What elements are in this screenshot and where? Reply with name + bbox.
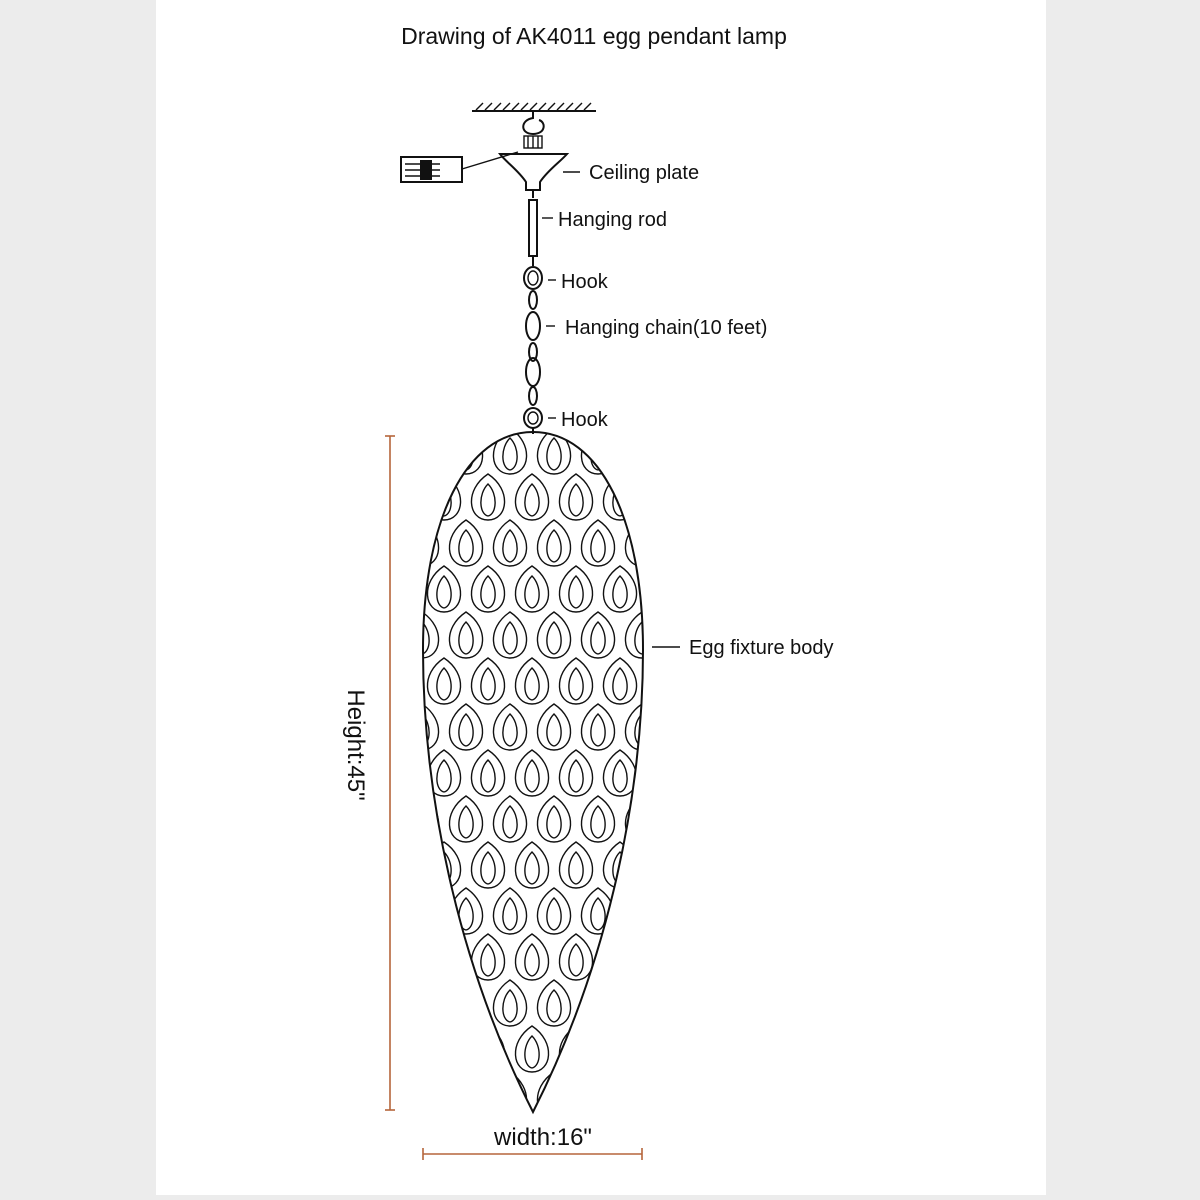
lattice-cell xyxy=(647,658,680,704)
lattice-cell xyxy=(405,1072,438,1118)
lattice-cell xyxy=(559,750,592,796)
height-dimension-line xyxy=(385,436,395,1110)
ceiling-hatch xyxy=(472,103,596,111)
lattice-petal xyxy=(613,760,627,792)
lattice-cell xyxy=(559,1026,592,1072)
lattice-cell xyxy=(383,658,416,704)
lattice-cell xyxy=(603,934,636,980)
lattice-cell xyxy=(537,980,570,1026)
lattice-cell xyxy=(427,566,460,612)
lattice-cell xyxy=(515,934,548,980)
lattice-petal xyxy=(415,898,429,930)
lattice-petal xyxy=(679,990,693,1022)
lattice-petal xyxy=(437,576,451,608)
lattice-petal xyxy=(613,852,627,884)
lattice-cell xyxy=(603,1026,636,1072)
lattice-petal xyxy=(635,990,649,1022)
hatch-stroke xyxy=(494,103,501,110)
lattice-petal xyxy=(591,1082,605,1114)
lattice-cell xyxy=(625,980,658,1026)
lattice-petal xyxy=(635,438,649,470)
lattice-cell xyxy=(493,796,526,842)
hatch-stroke xyxy=(512,103,519,110)
lattice-cell xyxy=(603,658,636,704)
lattice-cell xyxy=(471,1026,504,1072)
lattice-petal xyxy=(415,622,429,654)
height-label: Height:45" xyxy=(342,689,369,801)
lattice-petal xyxy=(613,1128,627,1160)
lattice-petal xyxy=(503,806,517,838)
lattice-petal xyxy=(613,1036,627,1068)
lattice-petal xyxy=(503,438,517,470)
chain-link xyxy=(526,358,540,386)
lattice-petal xyxy=(657,576,671,608)
lattice-petal xyxy=(415,438,429,470)
lattice-petal xyxy=(591,806,605,838)
lattice-petal xyxy=(547,1082,561,1114)
socket-detail xyxy=(524,136,542,148)
lattice-cell xyxy=(383,474,416,520)
lattice-petal xyxy=(481,576,495,608)
lattice-cell xyxy=(559,566,592,612)
hanging-rod-shape xyxy=(529,200,537,256)
ceiling-plate-label: Ceiling plate xyxy=(589,162,700,184)
lattice-petal xyxy=(459,1082,473,1114)
hatch-stroke xyxy=(566,103,573,110)
lattice-cell xyxy=(405,980,438,1026)
lattice-cell xyxy=(471,474,504,520)
lattice-petal xyxy=(481,944,495,976)
lattice-petal xyxy=(503,990,517,1022)
lattice-petal xyxy=(657,760,671,792)
lattice-petal xyxy=(437,760,451,792)
lattice-petal xyxy=(635,1082,649,1114)
lattice-cell xyxy=(647,1118,680,1164)
lattice-petal xyxy=(525,1036,539,1068)
lattice-cell xyxy=(559,474,592,520)
lattice-petal xyxy=(525,760,539,792)
lattice-petal xyxy=(481,852,495,884)
lattice-cell xyxy=(383,566,416,612)
lattice-cell xyxy=(647,474,680,520)
lattice-petal xyxy=(569,576,583,608)
lattice-cell xyxy=(581,520,614,566)
lattice-cell xyxy=(405,428,438,474)
lattice-cell xyxy=(405,612,438,658)
width-label: width:16" xyxy=(494,1124,592,1151)
lattice-cell xyxy=(603,474,636,520)
lattice-petal xyxy=(415,530,429,562)
lattice-cell xyxy=(493,520,526,566)
hook-bottom-ring xyxy=(524,408,542,428)
lattice-petal xyxy=(393,944,407,976)
lattice-cell xyxy=(405,796,438,842)
hatch-stroke xyxy=(503,103,510,110)
lattice-petal xyxy=(415,1082,429,1114)
ceiling-hook xyxy=(523,112,543,134)
lattice-cell xyxy=(515,750,548,796)
lattice-petal xyxy=(679,438,693,470)
lattice-petal xyxy=(657,484,671,516)
lattice-cell xyxy=(449,520,482,566)
lattice-petal xyxy=(657,668,671,700)
lattice-petal xyxy=(437,668,451,700)
lattice-cell xyxy=(383,1026,416,1072)
lattice-cell xyxy=(515,1026,548,1072)
lattice-cell xyxy=(471,750,504,796)
lattice-cell xyxy=(493,888,526,934)
lattice-cell xyxy=(603,566,636,612)
lattice-petal xyxy=(569,484,583,516)
lattice-petal xyxy=(569,1036,583,1068)
lattice-cell xyxy=(647,566,680,612)
lattice-cell xyxy=(449,428,482,474)
lattice-cell xyxy=(537,888,570,934)
lattice-petal xyxy=(525,852,539,884)
lattice-petal xyxy=(459,530,473,562)
lattice-cell xyxy=(471,842,504,888)
lattice-petal xyxy=(657,1128,671,1160)
lattice-petal xyxy=(503,1082,517,1114)
lattice-cell xyxy=(383,934,416,980)
lattice-cell xyxy=(559,934,592,980)
lattice-petal xyxy=(635,714,649,746)
lattice-petal xyxy=(437,1036,451,1068)
lattice-petal xyxy=(679,806,693,838)
lattice-petal xyxy=(525,576,539,608)
lattice-cell xyxy=(625,1072,658,1118)
hatch-stroke xyxy=(584,103,591,110)
lattice-cell xyxy=(603,1118,636,1164)
hatch-stroke xyxy=(521,103,528,110)
lattice-petal xyxy=(415,990,429,1022)
lattice-petal xyxy=(679,714,693,746)
lattice-petal xyxy=(547,806,561,838)
lattice-cell xyxy=(581,704,614,750)
hatch-stroke xyxy=(485,103,492,110)
egg-fixture-body xyxy=(383,428,702,1164)
lattice-petal xyxy=(547,622,561,654)
hook-top-label: Hook xyxy=(561,271,608,293)
hanging-chain-shape xyxy=(526,291,540,405)
lattice-cell xyxy=(559,658,592,704)
lattice-petal xyxy=(591,622,605,654)
lattice-cell xyxy=(449,796,482,842)
lattice-petal xyxy=(393,576,407,608)
lattice-cell xyxy=(427,934,460,980)
lattice-cell xyxy=(383,842,416,888)
lattice-petal xyxy=(393,1036,407,1068)
lattice-petal xyxy=(393,668,407,700)
lattice-petal xyxy=(547,438,561,470)
lattice-petal xyxy=(393,1128,407,1160)
lattice-petal xyxy=(569,760,583,792)
lattice-cell xyxy=(515,658,548,704)
lattice-cell xyxy=(647,1026,680,1072)
lattice-petal xyxy=(613,484,627,516)
lattice-petal xyxy=(547,990,561,1022)
lattice-petal xyxy=(569,944,583,976)
lattice-cell xyxy=(603,750,636,796)
chain-link xyxy=(529,387,537,405)
lattice-cell xyxy=(581,796,614,842)
lattice-petal xyxy=(503,714,517,746)
lattice-petal xyxy=(635,898,649,930)
lattice-petal xyxy=(613,576,627,608)
lattice-petal xyxy=(657,852,671,884)
lattice-petal xyxy=(635,530,649,562)
lattice-cell xyxy=(647,842,680,888)
lattice-cell xyxy=(493,612,526,658)
hatch-stroke xyxy=(539,103,546,110)
wire-connector-icon xyxy=(401,152,518,182)
lattice-cell xyxy=(427,1118,460,1164)
lattice-petal xyxy=(569,852,583,884)
lattice-cell xyxy=(471,566,504,612)
lattice-petal xyxy=(459,806,473,838)
lattice-petal xyxy=(525,668,539,700)
lattice-cell xyxy=(449,704,482,750)
lattice-cell xyxy=(581,1072,614,1118)
lattice-petal xyxy=(525,944,539,976)
lattice-cell xyxy=(625,520,658,566)
lattice-cell xyxy=(449,612,482,658)
lattice-cell xyxy=(625,888,658,934)
lattice-cell xyxy=(559,842,592,888)
lattice-cell xyxy=(383,750,416,796)
lattice-petal xyxy=(481,668,495,700)
lattice-cell xyxy=(581,888,614,934)
lattice-cell xyxy=(669,704,702,750)
chain-link xyxy=(526,312,540,340)
lattice-petal xyxy=(481,1036,495,1068)
lattice-cell xyxy=(493,980,526,1026)
lattice-petal xyxy=(525,484,539,516)
lattice-petal xyxy=(547,530,561,562)
lattice-petal xyxy=(679,1082,693,1114)
lattice-cell xyxy=(537,520,570,566)
lattice-cell xyxy=(669,428,702,474)
lattice-cell xyxy=(427,1026,460,1072)
lattice-petal xyxy=(481,1128,495,1160)
lattice-cell xyxy=(625,428,658,474)
lattice-cell xyxy=(493,704,526,750)
lattice-petal xyxy=(679,530,693,562)
lattice-petal xyxy=(437,944,451,976)
lattice-cell xyxy=(515,842,548,888)
lattice-petal xyxy=(657,944,671,976)
lattice-cell xyxy=(537,796,570,842)
lattice-cell xyxy=(669,520,702,566)
hatch-stroke xyxy=(575,103,582,110)
lattice-petal xyxy=(415,806,429,838)
lattice-petal xyxy=(547,898,561,930)
lattice-cell xyxy=(493,1072,526,1118)
hatch-stroke xyxy=(557,103,564,110)
lattice-petal xyxy=(591,898,605,930)
lattice-petal xyxy=(591,714,605,746)
lattice-petal xyxy=(569,668,583,700)
ceiling-plate-shape xyxy=(500,154,567,190)
lattice-petal xyxy=(459,714,473,746)
lattice-petal xyxy=(657,1036,671,1068)
lattice-petal xyxy=(679,898,693,930)
lattice-cell xyxy=(515,474,548,520)
lattice-petal xyxy=(547,714,561,746)
lattice-cell xyxy=(515,566,548,612)
lattice-cell xyxy=(669,1072,702,1118)
lattice-petal xyxy=(393,760,407,792)
lattice-cell xyxy=(449,1072,482,1118)
lattice-petal xyxy=(613,668,627,700)
page-title: Drawing of AK4011 egg pendant lamp xyxy=(401,23,787,49)
lattice-cell xyxy=(647,750,680,796)
chain-link xyxy=(529,291,537,309)
lattice-petal xyxy=(591,438,605,470)
hatch-stroke xyxy=(476,103,483,110)
lattice-petal xyxy=(393,484,407,516)
lattice-cell xyxy=(537,704,570,750)
lattice-cell xyxy=(405,704,438,750)
lattice-cell xyxy=(471,658,504,704)
lattice-petal xyxy=(613,944,627,976)
lattice-petal xyxy=(481,484,495,516)
lattice-cell xyxy=(537,612,570,658)
lattice-cell xyxy=(669,980,702,1026)
lattice-petal xyxy=(459,622,473,654)
hanging-rod-label: Hanging rod xyxy=(558,209,667,231)
hanging-chain-label: Hanging chain(10 feet) xyxy=(565,317,768,339)
lattice-cell xyxy=(405,888,438,934)
lattice-petal xyxy=(459,990,473,1022)
lattice-cell xyxy=(427,658,460,704)
lattice-petal xyxy=(393,852,407,884)
hatch-stroke xyxy=(530,103,537,110)
lattice-petal xyxy=(437,1128,451,1160)
lattice-cell xyxy=(669,888,702,934)
lattice-petal xyxy=(635,806,649,838)
lattice-cell xyxy=(647,934,680,980)
lattice-cell xyxy=(383,1118,416,1164)
hatch-stroke xyxy=(548,103,555,110)
hook-bottom-label: Hook xyxy=(561,409,608,431)
lattice-petal xyxy=(591,990,605,1022)
lattice-petal xyxy=(503,622,517,654)
lattice-petal xyxy=(481,760,495,792)
lattice-petal xyxy=(591,530,605,562)
lattice-petal xyxy=(503,898,517,930)
egg-fixture-label: Egg fixture body xyxy=(689,637,834,659)
lattice-cell xyxy=(449,980,482,1026)
lattice-cell xyxy=(581,612,614,658)
lattice-cell xyxy=(669,796,702,842)
lattice-petal xyxy=(503,530,517,562)
